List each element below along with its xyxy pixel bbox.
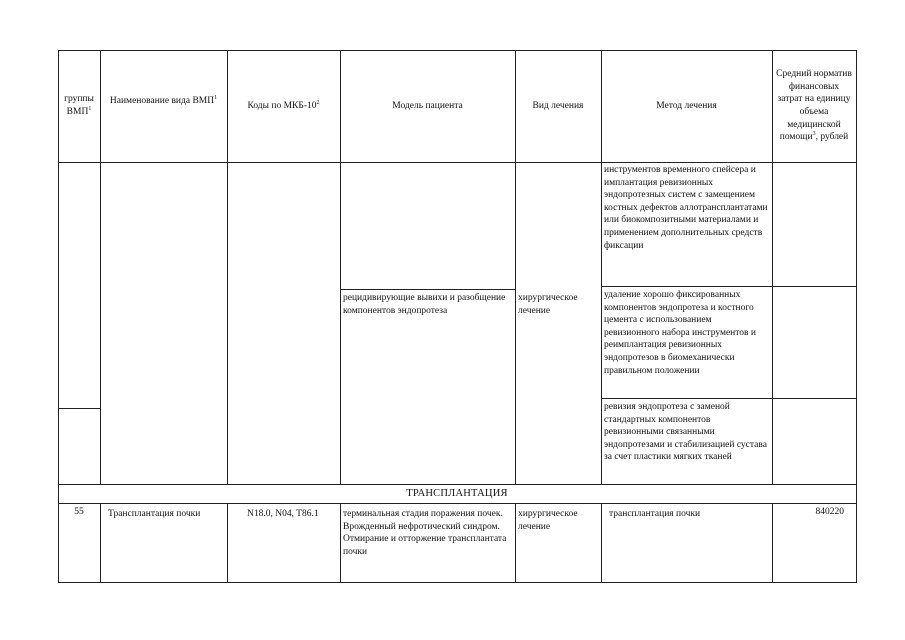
header-icd-codes-text: Коды по МКБ-10 <box>247 100 317 111</box>
row1-method-text: инструментов временного спейсера и имплантация ревизионных эндопротезных систем с замещением костных дефектов аллотрансплантатами или биокомпозитными материалами и применением дополнительных средств фиксации <box>604 165 768 251</box>
header-vmp-name-sup: 1 <box>214 94 218 101</box>
row55-type <box>515 506 601 582</box>
row55-num <box>58 504 100 582</box>
row55-method-text: трансплантация почки <box>609 509 701 519</box>
row55-model-text: терминальная стадия поражения почек. Врожденный нефротический синдром. Отмирание и отторжение трансплантата почки <box>343 509 507 557</box>
row55-codes <box>227 506 340 582</box>
header-treatment-method <box>601 50 772 162</box>
header-vmp-name <box>100 50 227 162</box>
section-title-text: ТРАНСПЛАНТАЦИЯ <box>406 488 508 499</box>
header-treatment-method-text: Метод лечения <box>656 100 717 111</box>
header-treatment-type-text: Вид лечения <box>532 100 584 111</box>
header-group <box>58 50 100 162</box>
row55-name-text: Трансплантация почки <box>108 509 201 519</box>
row55-method <box>601 506 772 582</box>
row55-cost-text: 840220 <box>815 507 844 517</box>
row2-model <box>340 290 515 350</box>
document-table <box>66 50 857 582</box>
row55-num-text: 55 <box>74 507 84 517</box>
header-avg-cost <box>772 50 856 162</box>
header-icd-codes-sup: 2 <box>316 99 320 106</box>
row55-cost <box>772 504 856 582</box>
left-row-divider <box>58 408 101 409</box>
header-group-text: группы ВМП <box>64 94 94 117</box>
header-avg-cost-unit: , рублей <box>815 132 849 143</box>
row2-method-text: удаление хорошо фиксированных компонентов эндопротеза и костного цемента с использованием ревизионного набора инструментов и реимплантация ревизионных эндопротезов в биомеханически правильном положении <box>604 290 756 376</box>
header-icd-codes <box>227 50 340 162</box>
header-patient-model <box>340 50 515 162</box>
header-vmp-name-text: Наименование вида ВМП <box>109 95 215 106</box>
table-border-bottom <box>58 582 857 583</box>
row3-method-text: ревизия эндопротеза с заменой стандартных компонентов ревизионными связанными эндопротезами и стабилизацией сустава за счет пластики мягких тканей <box>604 402 767 463</box>
row55-type-text: хирургическое лечение <box>518 509 578 532</box>
header-avg-cost-text: Средний норматив финансовых затрат на единицу объема медицинской помощи <box>776 69 852 143</box>
row2-type-text: хирургическое лечение <box>518 293 578 316</box>
row55-name <box>100 506 227 582</box>
col-line-7 <box>856 50 857 582</box>
row2-method <box>601 287 772 398</box>
row3-method <box>601 399 772 484</box>
row2-model-text: рецидивирующие вывихи и разобщение компонентов эндопротеза <box>343 293 506 316</box>
row55-codes-text: N18.0, N04, T86.1 <box>247 509 319 519</box>
row55-model <box>340 506 515 582</box>
section-title <box>58 485 856 503</box>
header-group-sup: 1 <box>88 105 92 112</box>
row1-method <box>601 162 772 286</box>
section-bottom-line <box>58 503 857 504</box>
header-treatment-type <box>515 50 601 162</box>
row2-type <box>515 290 601 330</box>
header-patient-model-text: Модель пациента <box>392 100 463 111</box>
header-avg-cost-sup: 3 <box>812 131 816 138</box>
